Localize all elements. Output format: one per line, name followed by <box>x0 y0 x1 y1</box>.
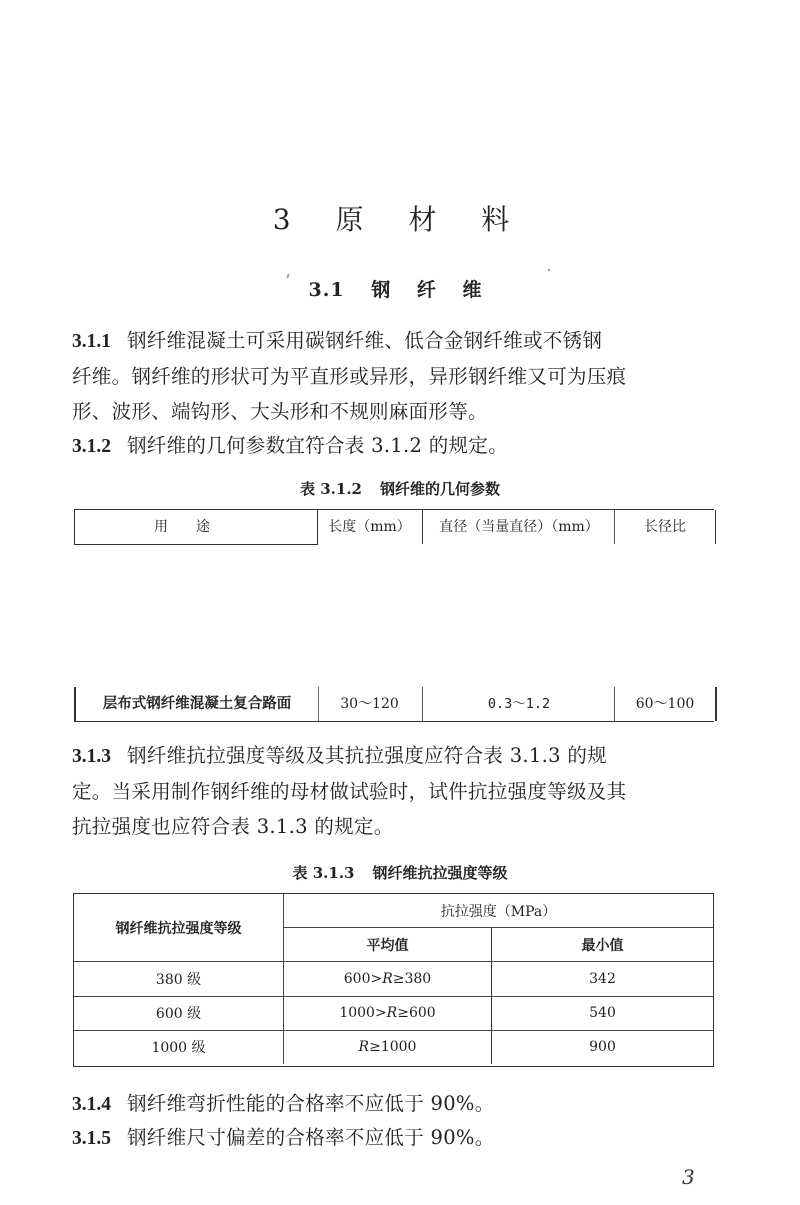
scan-speck <box>548 269 551 272</box>
header-aspect-ratio: 长径比 <box>614 510 716 544</box>
caption-number: 表 3.1.2 <box>300 480 362 498</box>
clause-text: 钢纤维的几何参数宜符合表 3.1.2 的规定。 <box>127 434 508 457</box>
clause-number: 3.1.1 <box>72 331 111 352</box>
caption-title: 钢纤维的几何参数 <box>379 480 500 498</box>
avg-suffix: ≥380 <box>392 971 432 987</box>
clause-number: 3.1.2 <box>72 436 111 457</box>
page-number: 3 <box>682 1165 695 1189</box>
avg-symbol: R <box>382 971 393 987</box>
table-3-1-3 <box>73 893 714 1067</box>
clause-text: 钢纤维抗拉强度等级及其抗拉强度应符合表 3.1.3 的规 <box>127 744 607 767</box>
caption-number: 表 3.1.3 <box>292 864 355 882</box>
clause-3-1-4 <box>72 1086 732 1122</box>
clause-text: 钢纤维尺寸偏差的合格率不应低于 90%。 <box>127 1126 495 1149</box>
cell-grade: 600 级 <box>74 996 284 1030</box>
table-row <box>74 996 713 1031</box>
clause-number: 3.1.5 <box>72 1128 111 1149</box>
cell-average <box>284 1030 492 1064</box>
caption-title: 钢纤维抗拉强度等级 <box>372 864 508 882</box>
clause-3-1-5 <box>72 1120 732 1156</box>
header-diameter: 直径（当量直径）（mm） <box>422 510 615 544</box>
header-average: 平均值 <box>284 928 492 962</box>
clause-line <box>72 738 732 774</box>
clause-text: 钢纤维混凝土可采用碳钢纤维、低合金钢纤维或不锈钢 <box>127 329 603 352</box>
cell-grade: 380 级 <box>74 962 284 996</box>
clause-line <box>72 323 732 359</box>
table-3-1-2-header <box>74 509 714 544</box>
clause-line <box>72 1086 732 1122</box>
cell-length: 30～120 <box>340 696 399 712</box>
clause-line: 定。当采用制作钢纤维的母材做试验时，试件抗拉强度等级及其 <box>72 780 627 803</box>
avg-symbol: R <box>386 1005 398 1021</box>
table-3-1-3-caption <box>0 862 800 883</box>
avg-prefix: 1000> <box>339 1005 387 1021</box>
header-use: 用途 <box>74 510 318 545</box>
cell-minimum: 540 <box>589 1005 616 1021</box>
cell-minimum: 342 <box>589 971 616 987</box>
cell-average <box>284 996 492 1030</box>
table-3-1-2-caption <box>0 478 800 499</box>
table-row <box>74 687 714 722</box>
chapter-title <box>0 198 800 238</box>
chapter-name: 原 材 料 <box>335 203 528 236</box>
avg-suffix: ≥1000 <box>369 1039 417 1055</box>
header-grade: 钢纤维抗拉强度等级 <box>74 894 284 962</box>
avg-suffix: ≥600 <box>397 1005 436 1021</box>
clause-line: 抗拉强度也应符合表 3.1.3 的规定。 <box>72 815 394 838</box>
header-tensile-strength: 抗拉强度（MPa） <box>284 894 713 928</box>
avg-prefix: 600> <box>343 971 383 987</box>
header-minimum: 最小值 <box>492 928 713 962</box>
cell-minimum: 900 <box>589 1039 616 1055</box>
header-length: 长度（mm） <box>328 519 411 535</box>
cell-average <box>284 962 492 996</box>
cell-grade: 1000 级 <box>74 1030 284 1064</box>
clause-3-1-3 <box>72 738 732 844</box>
clause-line <box>72 1120 732 1156</box>
cell-use: 层布式钢纤维混凝土复合路面 <box>74 687 319 721</box>
section-title <box>0 275 800 302</box>
clause-3-1-2 <box>72 428 732 464</box>
section-name: 钢 纤 维 <box>371 279 492 301</box>
clause-text: 钢纤维弯折性能的合格率不应低于 90%。 <box>127 1092 495 1115</box>
table-row <box>74 1030 713 1064</box>
avg-symbol: R <box>358 1039 370 1055</box>
chapter-number: 3 <box>272 203 309 236</box>
clause-number: 3.1.3 <box>72 746 111 767</box>
clause-number: 3.1.4 <box>72 1094 111 1115</box>
clause-line: 纤维。钢纤维的形状可为平直形或异形，异形钢纤维又可为压痕 <box>72 365 627 388</box>
clause-line: 形、波形、端钩形、大头形和不规则麻面形等。 <box>72 400 488 423</box>
table-row <box>74 962 713 997</box>
cell-diameter: 0.3～1.2 <box>422 687 615 721</box>
section-number: 3.1 <box>308 279 345 301</box>
clause-line <box>72 428 732 464</box>
cell-aspect-ratio: 60～100 <box>614 687 717 721</box>
clause-3-1-1 <box>72 323 732 429</box>
